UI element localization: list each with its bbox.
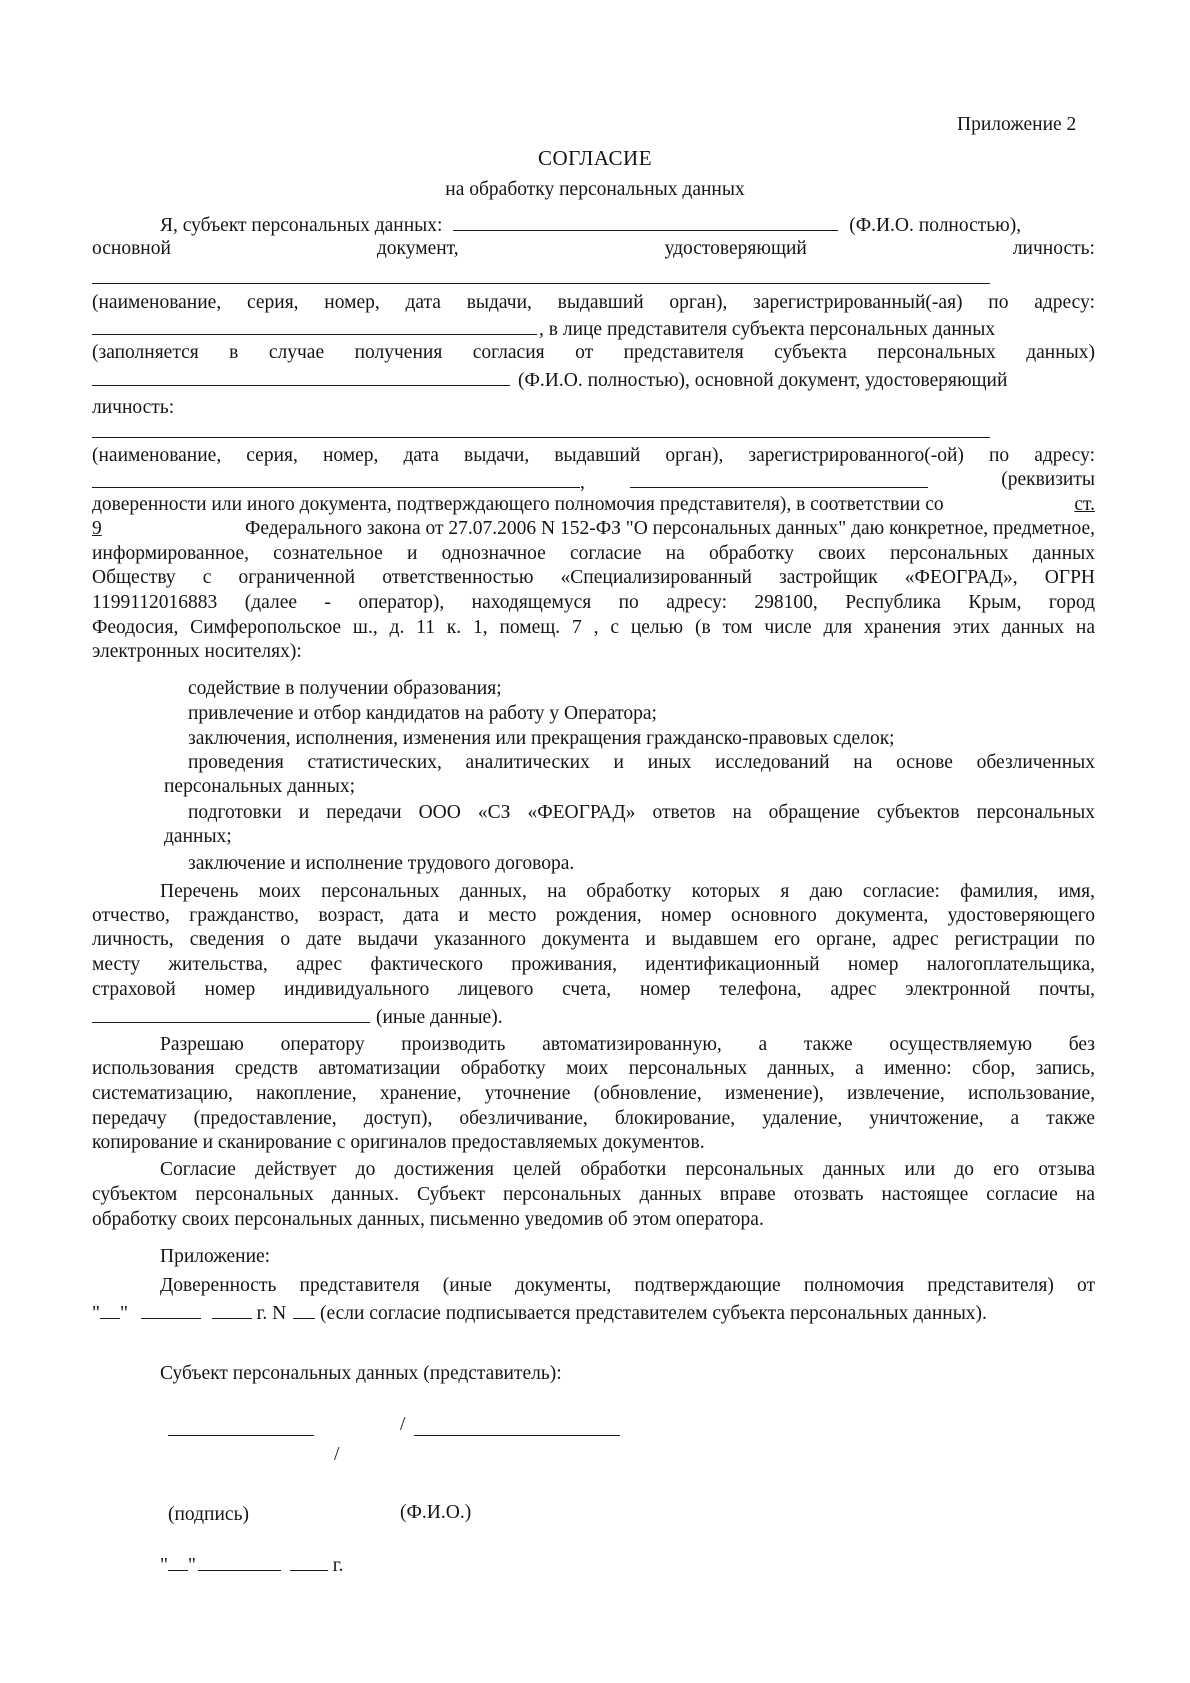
p1-word: основной — [92, 238, 171, 259]
p1-line11 — [92, 517, 1095, 542]
date-day-field[interactable] — [168, 1551, 188, 1571]
p3-line4: передачу (предоставление, доступ), обезличивание, блокирование, удаление, уничтожение, а также — [92, 1108, 1095, 1129]
signature-field[interactable] — [168, 1435, 314, 1436]
attachment-line1: Доверенность представителя (иные документы, подтверждающие полномочия представителя) от — [160, 1275, 1095, 1296]
p1-line14: 1199112016883 (далее - оператор), находящемуся по адресу: 298100, Республика Крым, город — [92, 592, 1095, 613]
quote-open: " — [92, 1303, 100, 1324]
slash-icon: / — [334, 1444, 340, 1465]
p1-line10 — [92, 493, 1095, 518]
p2-line6 — [92, 1003, 503, 1031]
purpose-item-cont: персональных данных; — [164, 776, 356, 797]
power-of-attorney-field[interactable] — [630, 468, 928, 488]
purpose-item: подготовки и передачи ООО «СЗ «ФЕОГРАД» ответов на обращение субъектов персональных — [188, 802, 1095, 823]
p1-line9-comma: , — [580, 472, 585, 493]
p1-line1 — [160, 211, 1021, 239]
p3-line2: использования средств автоматизации обработку моих персональных данных, а именно: сбор, запись, — [92, 1058, 1095, 1079]
p1-line15: Феодосия, Симферопольское ш., д. 11 к. 1, помещ. 7 , с целью (в том числе для хранения этих данных на — [92, 617, 1095, 638]
p1-line16: электронных носителях): — [92, 641, 302, 662]
representative-name-field[interactable] — [92, 366, 510, 386]
slash-icon: / — [400, 1414, 406, 1435]
p1-line10-text: доверенности или иного документа, подтверждающего полномочия представителя), в соответствии со — [92, 494, 944, 515]
document-title: СОГЛАСИЕ — [537, 146, 653, 170]
p1-line9-end: (реквизиты — [1001, 469, 1095, 490]
p4-line1: Согласие действует до достижения целей обработки персональных данных или до его отзыва — [160, 1159, 1095, 1180]
representative-document-field[interactable] — [92, 437, 990, 438]
p1-line9 — [92, 468, 1095, 496]
attachment-line2-end: (если согласие подписывается представителем субъекта персональных данных). — [319, 1303, 987, 1324]
attachment-day-field[interactable] — [100, 1299, 120, 1319]
p1-line3: (наименование, серия, номер, дата выдачи, выдавший орган), зарегистрированный(-ая) по адресу: — [92, 292, 1095, 313]
attachment-year-label: г. N — [256, 1303, 287, 1324]
attachment-line2 — [92, 1299, 987, 1327]
quote-close: " — [119, 1303, 128, 1324]
p1-line1-end: (Ф.И.О. полностью), — [849, 215, 1022, 236]
date-year-field[interactable] — [290, 1551, 328, 1571]
other-data-field[interactable] — [92, 1003, 370, 1023]
purpose-item: проведения статистических, аналитических и иных исследований на основе обезличенных — [188, 752, 1095, 773]
purpose-item: заключения, исполнения, изменения или прекращения гражданско-правовых сделок; — [188, 728, 895, 749]
p2-line4: месту жительства, адрес фактического проживания, идентификационный номер налогоплательщика, — [92, 954, 1095, 975]
purpose-item: содействие в получении образования; — [188, 678, 502, 699]
p1-line5: (заполняется в случае получения согласия от представителя субъекта персональных данных) — [92, 342, 1095, 363]
subject-name-field[interactable] — [453, 211, 838, 231]
quote-close: " — [187, 1555, 196, 1576]
p4-line2: субъектом персональных данных. Субъект персональных данных вправе отозвать настоящее согласие на — [92, 1184, 1095, 1205]
p1-line1-start: Я, субъект персональных данных: — [160, 215, 443, 236]
signature-heading: Субъект персональных данных (представитель): — [160, 1363, 562, 1384]
purpose-item: заключение и исполнение трудового договора. — [188, 853, 575, 874]
p1-line6-text: (Ф.И.О. полностью), основной документ, удостоверяющий — [518, 370, 1008, 391]
p2-line3: личность, сведения о дате выдачи указанного документа и выдавшем его органе, адрес регистрации по — [92, 929, 1095, 950]
p2-line1: Перечень моих персональных данных, на обработку которых я даю согласие: фамилия, имя, — [160, 881, 1095, 902]
purpose-item-cont: данных; — [164, 826, 232, 847]
law-article-link[interactable]: ст. — [1074, 494, 1095, 515]
p2-line2: отчество, гражданство, возраст, дата и место рождения, номер основного документа, удостоверяющего — [92, 905, 1095, 926]
subject-document-field[interactable] — [92, 283, 990, 284]
date-month-field[interactable] — [198, 1551, 281, 1571]
p1-line11-text: Федерального закона от 27.07.2006 N 152-ФЗ "О персональных данных" даю конкретное, предметное, — [245, 518, 1095, 539]
p2-line5: страховой номер индивидуального лицевого счета, номер телефона, адрес электронной почты, — [92, 979, 1095, 1000]
p1-word: удостоверяющий — [664, 238, 807, 259]
p1-line2 — [92, 237, 1095, 262]
p1-word: личность: — [1012, 238, 1095, 259]
full-name-field[interactable] — [414, 1435, 620, 1436]
p2-line6-text: (иные данные). — [376, 1007, 503, 1028]
law-article-number-link[interactable]: 9 — [92, 518, 102, 539]
date-year-label: г. — [332, 1555, 344, 1576]
quote-open: " — [160, 1555, 168, 1576]
p3-line1: Разрешаю оператору производить автоматизированную, а также осуществляемую без — [160, 1034, 1095, 1055]
attachment-number-field[interactable] — [293, 1299, 315, 1319]
p1-line12: информированное, сознательное и однозначное согласие на обработку своих персональных данных — [92, 543, 1095, 564]
p1-line4-text: , в лице представителя субъекта персональных данных — [539, 319, 996, 340]
p1-word: документ, — [376, 238, 459, 259]
p1-line4 — [92, 315, 995, 343]
attachment-year-field[interactable] — [212, 1299, 252, 1319]
purpose-item: привлечение и отбор кандидатов на работу у Оператора; — [188, 703, 657, 724]
date-line — [160, 1551, 343, 1579]
attachment-heading: Приложение: — [160, 1246, 271, 1267]
signature-caption: (подпись) — [168, 1504, 249, 1525]
attachment-month-field[interactable] — [141, 1299, 201, 1319]
p1-line7: личность: — [92, 397, 175, 418]
p3-line5: копирование и сканирование с оригиналов предоставляемых документов. — [92, 1132, 705, 1153]
p1-line6 — [92, 366, 1007, 394]
representative-address-field[interactable] — [92, 468, 580, 488]
p1-line8: (наименование, серия, номер, дата выдачи, выдавший орган), зарегистрированного(-ой) по адресу: — [92, 445, 1095, 466]
subject-address-field[interactable] — [92, 315, 537, 335]
p1-line13: Обществу с ограниченной ответственностью «Специализированный застройщик «ФЕОГРАД», ОГРН — [92, 567, 1095, 588]
document-subtitle: на обработку персональных данных — [445, 179, 745, 200]
p4-line3: обработку своих персональных данных, письменно уведомив об этом оператора. — [92, 1209, 764, 1230]
p3-line3: систематизацию, накопление, хранение, уточнение (обновление, изменение), извлечение, использование, — [92, 1083, 1095, 1104]
appendix-label: Приложение 2 — [957, 114, 1077, 135]
full-name-caption: (Ф.И.О.) — [400, 1502, 472, 1523]
